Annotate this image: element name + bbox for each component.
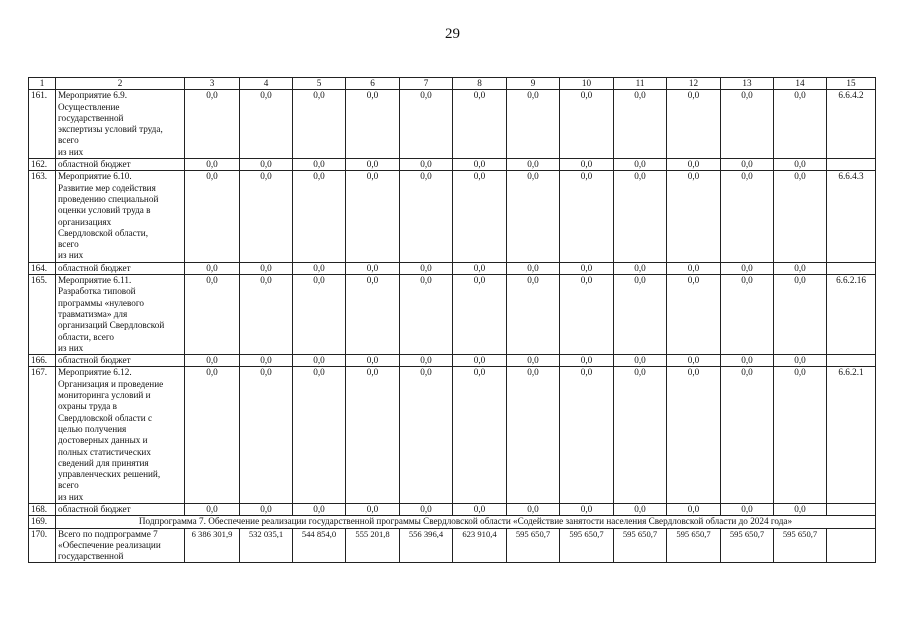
description-line: Всего по подпрограмме 7: [58, 528, 158, 539]
value-cell-col-10: 0,0: [560, 171, 614, 262]
value-cell-col-9: 0,0: [507, 275, 560, 355]
value-cell-col-6: 0,0: [346, 159, 400, 171]
description-line: Осуществление: [58, 101, 120, 112]
value-cell-col-13: 0,0: [721, 262, 774, 274]
description-line: мониторинга условий и: [58, 390, 151, 401]
value-cell-col-11: 0,0: [614, 355, 667, 367]
target-code: 6.6.4.2: [827, 90, 876, 159]
description-line: всего: [58, 239, 79, 250]
row-number: 162.: [29, 159, 56, 171]
description-line: Свердловской области,: [58, 227, 148, 238]
section-row: [29, 516, 876, 528]
value-cell-col-6: 555 201,8: [346, 528, 400, 563]
value-cell-col-13: 0,0: [721, 275, 774, 355]
value-cell-col-10: 0,0: [560, 262, 614, 274]
table-row: [29, 171, 876, 262]
value-cell-col-7: 0,0: [400, 503, 453, 515]
description-line: организаций Свердловской: [58, 320, 165, 331]
value-cell-col-5: 0,0: [293, 90, 346, 159]
target-code: [827, 355, 876, 367]
table-row: [29, 528, 876, 563]
description-line: Разработка типовой: [58, 286, 136, 297]
description-line: областной бюджет: [58, 355, 131, 366]
value-cell-col-10: 0,0: [560, 355, 614, 367]
value-cell-col-8: 0,0: [453, 171, 507, 262]
row-description: [56, 528, 185, 563]
value-cell-col-5: 544 854,0: [293, 528, 346, 563]
value-cell-col-12: 0,0: [667, 262, 721, 274]
description-line: целью получения: [58, 423, 127, 434]
value-cell-col-9: 0,0: [507, 367, 560, 504]
value-cell-col-12: 0,0: [667, 355, 721, 367]
row-number: 166.: [29, 355, 56, 367]
value-cell-col-10: 0,0: [560, 503, 614, 515]
description-line: Мероприятие 6.12.: [58, 367, 132, 378]
description-line: организациях: [58, 216, 112, 227]
row-number: 169.: [29, 516, 56, 528]
value-cell-col-9: 0,0: [507, 503, 560, 515]
value-cell-col-8: 0,0: [453, 262, 507, 274]
value-cell-col-9: 595 650,7: [507, 528, 560, 563]
value-cell-col-3: 6 386 301,9: [185, 528, 240, 563]
value-cell-col-14: 0,0: [774, 262, 827, 274]
description-line: Развитие мер содействия: [58, 182, 156, 193]
value-cell-col-14: 0,0: [774, 90, 827, 159]
row-description: [56, 503, 185, 515]
header-cell-10: 10: [560, 78, 614, 90]
value-cell-col-13: 0,0: [721, 367, 774, 504]
value-cell-col-3: 0,0: [185, 503, 240, 515]
value-cell-col-6: 0,0: [346, 355, 400, 367]
value-cell-col-9: 0,0: [507, 171, 560, 262]
header-cell-13: 13: [721, 78, 774, 90]
value-cell-col-6: 0,0: [346, 503, 400, 515]
value-cell-col-3: 0,0: [185, 90, 240, 159]
row-number: 170.: [29, 528, 56, 563]
value-cell-col-14: 0,0: [774, 171, 827, 262]
header-row: [29, 78, 876, 90]
value-cell-col-7: 0,0: [400, 367, 453, 504]
row-description: [56, 275, 185, 355]
description-line: всего: [58, 135, 79, 146]
header-cell-4: 4: [240, 78, 293, 90]
target-code: 6.6.4.3: [827, 171, 876, 262]
header-cell-15: 15: [827, 78, 876, 90]
value-cell-col-11: 595 650,7: [614, 528, 667, 563]
header-cell-3: 3: [185, 78, 240, 90]
table-row: [29, 503, 876, 515]
description-line: из них: [58, 250, 84, 261]
value-cell-col-5: 0,0: [293, 355, 346, 367]
value-cell-col-3: 0,0: [185, 355, 240, 367]
value-cell-col-10: 0,0: [560, 367, 614, 504]
row-description: [56, 171, 185, 262]
target-code: 6.6.2.1: [827, 367, 876, 504]
header-cell-2: 2: [56, 78, 185, 90]
value-cell-col-3: 0,0: [185, 262, 240, 274]
value-cell-col-6: 0,0: [346, 90, 400, 159]
value-cell-col-3: 0,0: [185, 171, 240, 262]
value-cell-col-5: 0,0: [293, 367, 346, 504]
value-cell-col-9: 0,0: [507, 159, 560, 171]
value-cell-col-3: 0,0: [185, 275, 240, 355]
value-cell-col-14: 0,0: [774, 503, 827, 515]
value-cell-col-12: 0,0: [667, 159, 721, 171]
description-line: проведению специальной: [58, 193, 159, 204]
description-line: всего: [58, 480, 79, 491]
target-code: [827, 528, 876, 563]
description-line: Мероприятие 6.11.: [58, 275, 132, 286]
value-cell-col-6: 0,0: [346, 171, 400, 262]
value-cell-col-14: 0,0: [774, 355, 827, 367]
value-cell-col-4: 0,0: [240, 355, 293, 367]
value-cell-col-4: 0,0: [240, 367, 293, 504]
table-row: [29, 90, 876, 159]
value-cell-col-4: 0,0: [240, 503, 293, 515]
value-cell-col-8: 0,0: [453, 275, 507, 355]
value-cell-col-8: 623 910,4: [453, 528, 507, 563]
value-cell-col-10: 0,0: [560, 275, 614, 355]
description-line: областной бюджет: [58, 262, 131, 273]
description-line: травматизма» для: [58, 308, 128, 319]
description-line: Мероприятие 6.10.: [58, 171, 132, 182]
row-description: [56, 355, 185, 367]
value-cell-col-8: 0,0: [453, 159, 507, 171]
value-cell-col-5: 0,0: [293, 159, 346, 171]
value-cell-col-11: 0,0: [614, 90, 667, 159]
value-cell-col-4: 0,0: [240, 159, 293, 171]
page-number: 29: [445, 26, 460, 42]
description-line: государственной: [58, 112, 124, 123]
value-cell-col-13: 0,0: [721, 159, 774, 171]
row-number: 167.: [29, 367, 56, 504]
row-description: [56, 90, 185, 159]
value-cell-col-13: 0,0: [721, 90, 774, 159]
value-cell-col-8: 0,0: [453, 355, 507, 367]
description-line: экспертизы условий труда,: [58, 124, 163, 135]
target-code: [827, 262, 876, 274]
description-line: государственной: [58, 551, 124, 562]
value-cell-col-4: 532 035,1: [240, 528, 293, 563]
value-cell-col-9: 0,0: [507, 262, 560, 274]
value-cell-col-13: 0,0: [721, 171, 774, 262]
value-cell-col-11: 0,0: [614, 159, 667, 171]
header-cell-9: 9: [507, 78, 560, 90]
value-cell-col-7: 0,0: [400, 159, 453, 171]
value-cell-col-12: 0,0: [667, 90, 721, 159]
value-cell-col-14: 0,0: [774, 159, 827, 171]
description-line: областной бюджет: [58, 159, 131, 170]
value-cell-col-11: 0,0: [614, 262, 667, 274]
target-code: 6.6.2.16: [827, 275, 876, 355]
header-cell-1: 1: [29, 78, 56, 90]
value-cell-col-3: 0,0: [185, 159, 240, 171]
row-number: 164.: [29, 262, 56, 274]
header-cell-7: 7: [400, 78, 453, 90]
description-line: оценки условий труда в: [58, 205, 151, 216]
value-cell-col-13: 0,0: [721, 355, 774, 367]
value-cell-col-11: 0,0: [614, 275, 667, 355]
header-cell-12: 12: [667, 78, 721, 90]
description-line: из них: [58, 146, 84, 157]
value-cell-col-9: 0,0: [507, 355, 560, 367]
value-cell-col-4: 0,0: [240, 275, 293, 355]
description-line: «Обеспечение реализации: [58, 539, 161, 550]
value-cell-col-14: 0,0: [774, 275, 827, 355]
table-row: [29, 275, 876, 355]
description-line: Мероприятие 6.9.: [58, 90, 128, 101]
value-cell-col-14: 595 650,7: [774, 528, 827, 563]
description-line: из них: [58, 342, 84, 353]
value-cell-col-11: 0,0: [614, 367, 667, 504]
row-number: 168.: [29, 503, 56, 515]
value-cell-col-5: 0,0: [293, 503, 346, 515]
value-cell-col-12: 0,0: [667, 367, 721, 504]
target-code: [827, 503, 876, 515]
target-code: [827, 159, 876, 171]
header-cell-5: 5: [293, 78, 346, 90]
value-cell-col-10: 0,0: [560, 159, 614, 171]
description-line: охраны труда в: [58, 401, 118, 412]
value-cell-col-14: 0,0: [774, 367, 827, 504]
value-cell-col-10: 595 650,7: [560, 528, 614, 563]
description-line: управленческих решений,: [58, 469, 161, 480]
value-cell-col-5: 0,0: [293, 262, 346, 274]
value-cell-col-12: 0,0: [667, 275, 721, 355]
value-cell-col-7: 0,0: [400, 275, 453, 355]
value-cell-col-12: 0,0: [667, 503, 721, 515]
description-line: программы «нулевого: [58, 297, 145, 308]
table-row: [29, 367, 876, 504]
table-row: [29, 159, 876, 171]
description-line: области, всего: [58, 331, 114, 342]
value-cell-col-3: 0,0: [185, 367, 240, 504]
value-cell-col-8: 0,0: [453, 90, 507, 159]
value-cell-col-7: 0,0: [400, 171, 453, 262]
value-cell-col-6: 0,0: [346, 262, 400, 274]
section-title: Подпрограмма 7. Обеспечение реализации государственной программы Свердловской области «Содействие занятости населения Свердловской области до 2024 года»: [56, 516, 876, 528]
value-cell-col-7: 0,0: [400, 355, 453, 367]
value-cell-col-13: 595 650,7: [721, 528, 774, 563]
value-cell-col-11: 0,0: [614, 503, 667, 515]
description-line: из них: [58, 491, 84, 502]
header-cell-6: 6: [346, 78, 400, 90]
value-cell-col-8: 0,0: [453, 367, 507, 504]
row-number: 163.: [29, 171, 56, 262]
value-cell-col-12: 595 650,7: [667, 528, 721, 563]
table-row: [29, 355, 876, 367]
description-line: областной бюджет: [58, 503, 131, 514]
value-cell-col-4: 0,0: [240, 262, 293, 274]
header-cell-11: 11: [614, 78, 667, 90]
description-line: сведений для принятия: [58, 457, 149, 468]
row-description: [56, 159, 185, 171]
table-row: [29, 262, 876, 274]
value-cell-col-9: 0,0: [507, 90, 560, 159]
description-line: Организация и проведение: [58, 378, 164, 389]
header-cell-8: 8: [453, 78, 507, 90]
value-cell-col-4: 0,0: [240, 90, 293, 159]
description-line: Свердловской области с: [58, 412, 153, 423]
budget-table: [28, 77, 876, 563]
row-number: 161.: [29, 90, 56, 159]
row-description: [56, 262, 185, 274]
value-cell-col-6: 0,0: [346, 275, 400, 355]
value-cell-col-7: 0,0: [400, 262, 453, 274]
header-cell-14: 14: [774, 78, 827, 90]
value-cell-col-6: 0,0: [346, 367, 400, 504]
value-cell-col-4: 0,0: [240, 171, 293, 262]
value-cell-col-8: 0,0: [453, 503, 507, 515]
value-cell-col-5: 0,0: [293, 171, 346, 262]
row-number: 165.: [29, 275, 56, 355]
value-cell-col-7: 556 396,4: [400, 528, 453, 563]
row-description: [56, 367, 185, 504]
value-cell-col-10: 0,0: [560, 90, 614, 159]
value-cell-col-5: 0,0: [293, 275, 346, 355]
value-cell-col-11: 0,0: [614, 171, 667, 262]
value-cell-col-7: 0,0: [400, 90, 453, 159]
value-cell-col-12: 0,0: [667, 171, 721, 262]
description-line: достоверных данных и: [58, 435, 148, 446]
description-line: полных статистических: [58, 446, 151, 457]
value-cell-col-13: 0,0: [721, 503, 774, 515]
